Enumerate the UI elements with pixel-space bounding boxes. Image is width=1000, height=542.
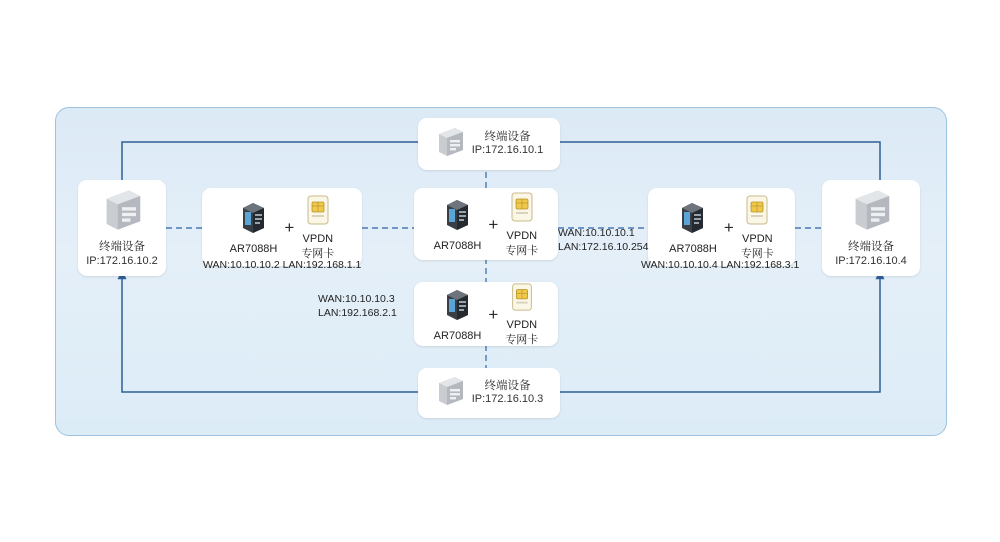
node-router-left[interactable] bbox=[202, 188, 362, 266]
router-icon bbox=[441, 197, 475, 238]
router-icon bbox=[237, 200, 271, 241]
router-icon bbox=[676, 200, 710, 241]
server-icon bbox=[435, 375, 465, 412]
node-terminal-right[interactable] bbox=[822, 180, 920, 276]
node-ip: IP:172.16.10.3 bbox=[471, 393, 544, 406]
annotation-center-router-lan: LAN:172.16.10.254 bbox=[558, 241, 649, 253]
vpdn-label: VPDN bbox=[742, 232, 773, 245]
node-ip: IP:172.16.10.4 bbox=[835, 254, 907, 267]
server-icon bbox=[101, 187, 143, 238]
node-name: 终端设备 bbox=[99, 241, 145, 254]
router-model: AR7088H bbox=[433, 239, 482, 252]
node-terminal-left[interactable] bbox=[78, 180, 166, 276]
router-unit bbox=[230, 200, 278, 255]
node-ip: IP:172.16.10.1 bbox=[471, 144, 544, 157]
vpdn-label: VPDN bbox=[302, 232, 334, 245]
vpdn-label: VPDN bbox=[506, 229, 538, 242]
annotation-left-router-addr: WAN:10.10.10.2 LAN:192.168.1.1 bbox=[203, 259, 362, 271]
server-icon bbox=[850, 187, 892, 238]
node-router-center[interactable] bbox=[414, 188, 558, 260]
router-model: AR7088H bbox=[229, 242, 278, 255]
sim-card-icon bbox=[305, 194, 331, 231]
vpdn-sublabel: 专网卡 bbox=[505, 244, 539, 257]
sim-card-icon bbox=[509, 282, 535, 317]
vpdn-card-unit bbox=[741, 194, 774, 261]
router-unit bbox=[434, 287, 482, 342]
plus-sign: + bbox=[284, 217, 295, 237]
router-unit bbox=[669, 200, 717, 255]
vpdn-card-unit bbox=[505, 282, 538, 347]
annotation-lower-router-lan: LAN:192.168.2.1 bbox=[318, 307, 397, 319]
node-router-lower[interactable] bbox=[414, 282, 558, 346]
vpdn-card-unit bbox=[301, 194, 334, 261]
node-name: 终端设备 bbox=[848, 241, 894, 254]
router-unit bbox=[434, 197, 482, 252]
annotation-lower-router-wan: WAN:10.10.10.3 bbox=[318, 293, 395, 305]
vpdn-sublabel: 专网卡 bbox=[301, 247, 335, 260]
node-router-right[interactable] bbox=[648, 188, 795, 266]
node-terminal-top[interactable] bbox=[418, 118, 560, 170]
node-name: 终端设备 bbox=[484, 130, 531, 143]
annotation-right-router-addr: WAN:10.10.10.4 LAN:192.168.3.1 bbox=[641, 259, 800, 271]
server-icon bbox=[435, 126, 465, 163]
plus-sign: + bbox=[488, 304, 499, 324]
node-terminal-bottom[interactable] bbox=[418, 368, 560, 418]
router-model: AR7088H bbox=[433, 329, 482, 342]
node-ip: IP:172.16.10.2 bbox=[86, 254, 158, 267]
vpdn-card-unit bbox=[505, 191, 538, 258]
plus-sign: + bbox=[488, 214, 499, 234]
vpdn-sublabel: 专网卡 bbox=[505, 333, 539, 346]
router-icon bbox=[441, 287, 475, 328]
sim-card-icon bbox=[509, 191, 535, 228]
vpdn-label: VPDN bbox=[506, 318, 538, 331]
router-model: AR7088H bbox=[669, 242, 717, 255]
annotation-center-router-wan: WAN:10.10.10.1 bbox=[558, 227, 635, 239]
plus-sign: + bbox=[723, 217, 734, 237]
node-name: 终端设备 bbox=[484, 379, 531, 392]
sim-card-icon bbox=[744, 194, 770, 231]
vpdn-sublabel: 专网卡 bbox=[740, 247, 774, 260]
